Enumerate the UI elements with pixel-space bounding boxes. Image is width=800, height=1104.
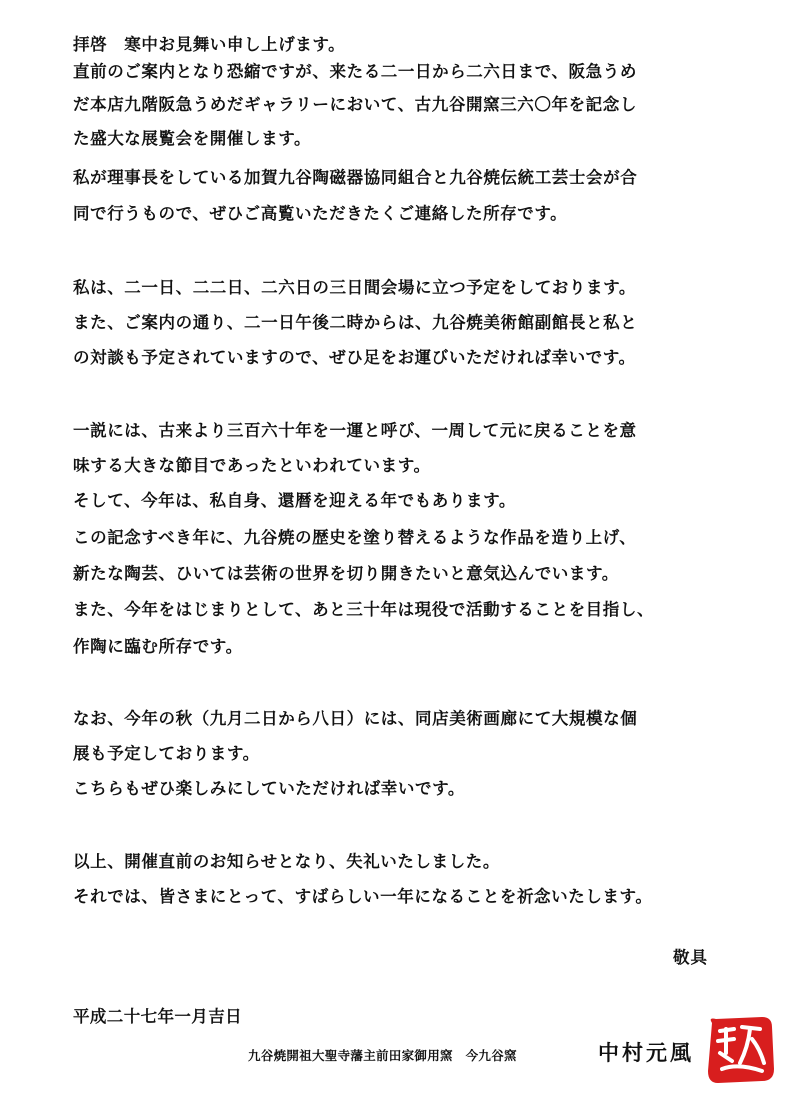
letter-line: の対談も予定されていますので、ぜひ足をお運びいただければ幸いです。 (73, 348, 636, 367)
letter-line: 直前のご案内となり恐縮ですが、来たる二一日から二六日まで、阪急うめ (73, 62, 637, 81)
letter-line: 同で行うもので、ぜひご高覧いただきたくご連絡した所存です。 (73, 204, 568, 223)
letter-line: こちらもぜひ楽しみにしていただければ幸いです。 (73, 779, 465, 798)
letter-date: 平成二十七年一月吉日 (73, 1007, 242, 1026)
closing-phrase: 敬具 (673, 948, 708, 967)
letter-line: だ本店九階阪急うめだギャラリーにおいて、古九谷開窯三六〇年を記念し (73, 95, 637, 114)
letter-line: この記念すべき年に、九谷焼の歴史を塗り替えるような作品を造り上げ、 (73, 528, 637, 547)
letter-line: 私は、二一日、二二日、二六日の三日間会場に立つ予定をしております。 (73, 278, 636, 297)
letter-line: 以上、開催直前のお知らせとなり、失礼いたしました。 (73, 852, 501, 871)
letter-line: そして、今年は、私自身、還暦を迎える年でもあります。 (73, 491, 516, 510)
letter-line: なお、今年の秋（九月二日から八日）には、同店美術画廊にて大規模な個 (73, 709, 638, 728)
letter-line: また、今年をはじまりとして、あと三十年は現役で活動することを目指し、 (73, 600, 655, 619)
letter-line: 新たな陶芸、ひいては芸術の世界を切り開きたいと意気込んでいます。 (73, 564, 619, 583)
letter-line: 拝啓 寒中お見舞い申し上げます。 (73, 35, 346, 54)
sender-affiliation: 九谷焼開祖大聖寺藩主前田家御用窯 今九谷窯 (248, 1048, 517, 1063)
letter-line: 展も予定しております。 (73, 744, 260, 763)
letter-line: 私が理事長をしている加賀九谷陶磁器協同組合と九谷焼伝統工芸士会が合 (73, 168, 638, 187)
letter-line: 味する大きな節目であったといわれています。 (73, 456, 431, 475)
seal-stamp-icon (704, 1013, 776, 1085)
sender-name: 中村元風 (598, 1041, 694, 1065)
letter-line: 一説には、古来より三百六十年を一運と呼び、一周して元に戻ることを意 (73, 421, 637, 440)
letter-line: 作陶に臨む所存です。 (73, 637, 243, 656)
letter-line: また、ご案内の通り、二一日午後二時からは、九谷焼美術館副館長と私と (73, 313, 638, 332)
letter-line: それでは、皆さまにとって、すばらしい一年になることを祈念いたします。 (73, 887, 653, 906)
letter-line: た盛大な展覧会を開催します。 (73, 129, 312, 148)
